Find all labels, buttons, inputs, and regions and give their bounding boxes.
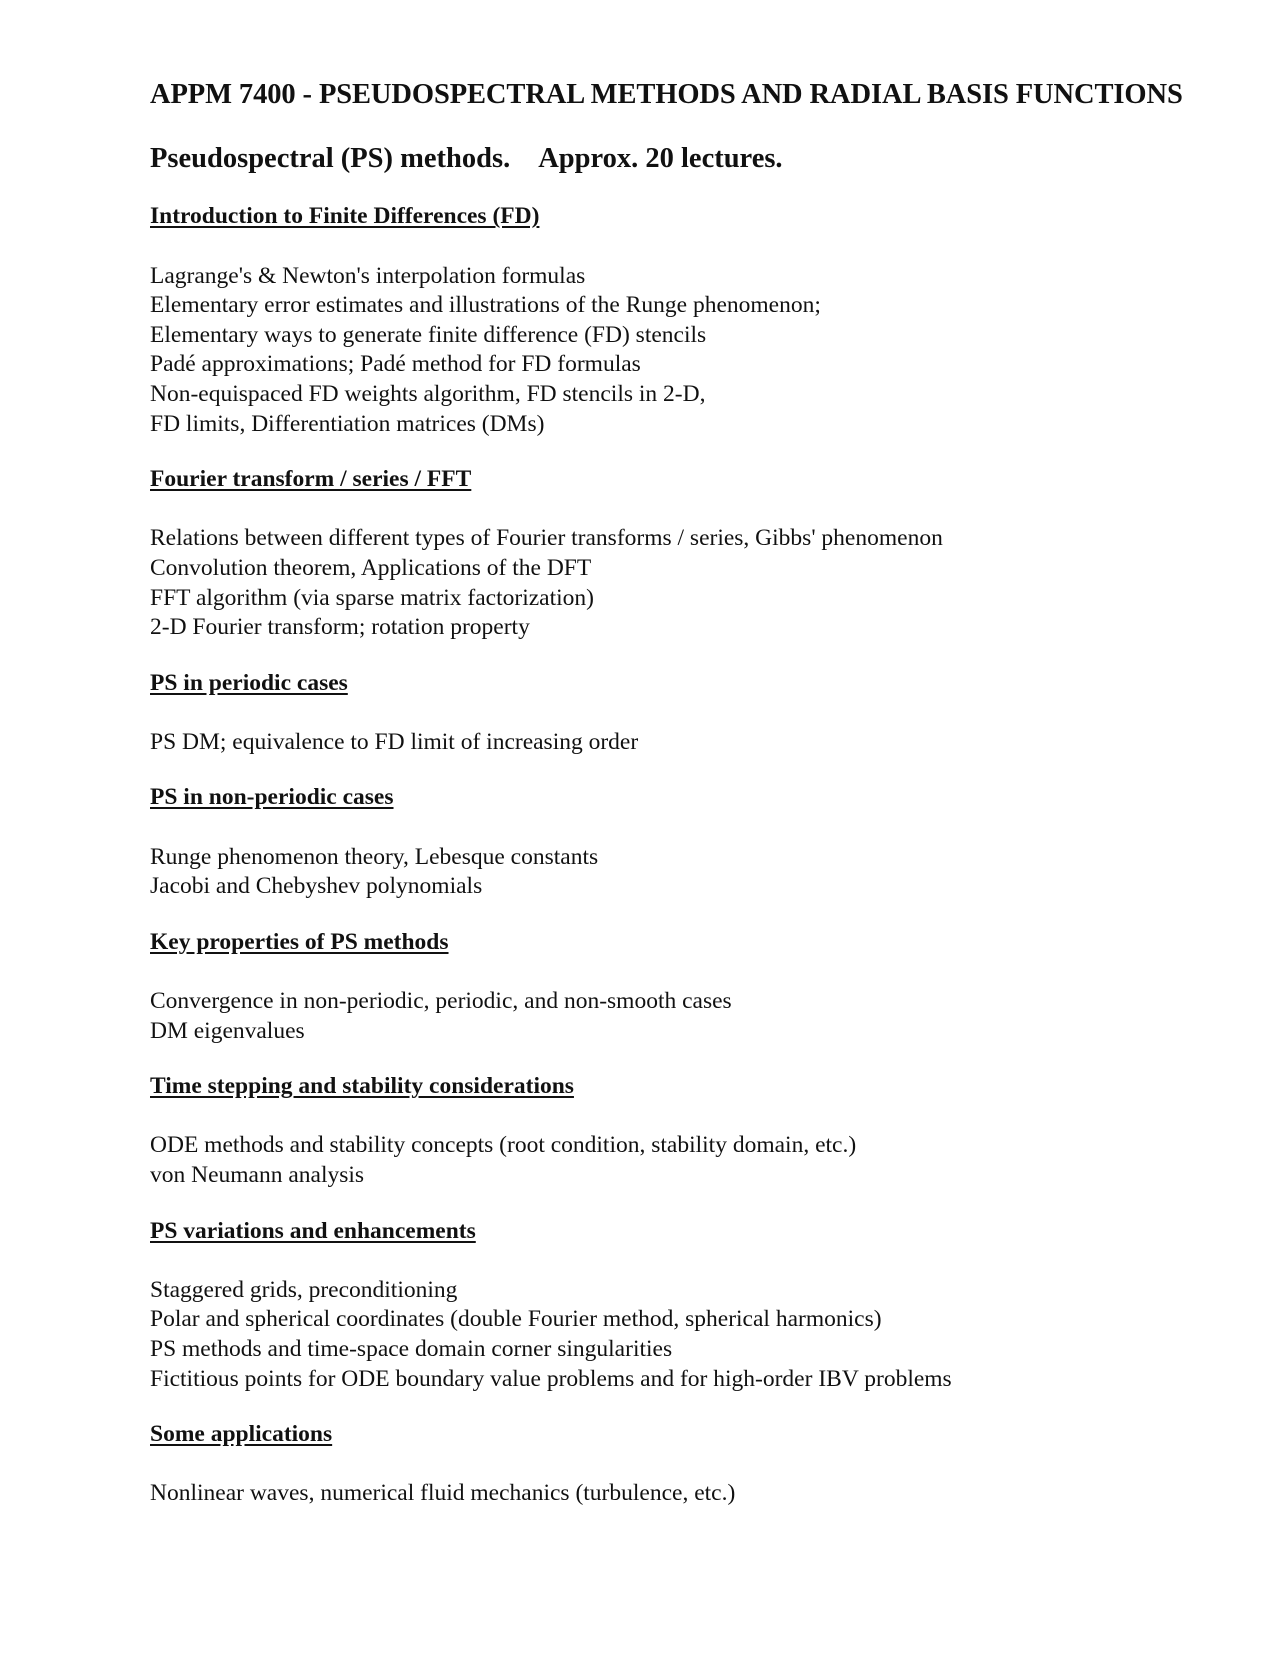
section-heading: Introduction to Finite Differences (FD) [150,203,540,230]
section-heading: PS variations and enhancements [150,1217,476,1244]
section-item-list [150,843,1260,902]
section-heading: Key properties of PS methods [150,928,449,955]
section-item: 2-D Fourier transform; rotation property [150,614,530,641]
course-section [150,1420,1260,1509]
course-section [150,928,1260,1046]
section-item: Runge phenomenon theory, Lebesque constants [150,843,599,870]
section-item: von Neumann analysis [150,1162,365,1188]
section-heading: Time stepping and stability considerations [150,1073,574,1100]
section-item: Relations between different types of Fourier transforms / series, Gibbs' phenomenon [150,525,943,552]
section-heading: PS in non-periodic cases [150,784,394,811]
section-item: Non-equispaced FD weights algorithm, FD stencils in 2-D, [150,380,706,407]
section-item: Polar and spherical coordinates (double Fourier method, spherical harmonics) [150,1306,882,1333]
subtitle-topic: Pseudospectral (PS) methods. [150,143,511,175]
course-section [150,1217,1260,1395]
section-heading: Some applications [150,1421,333,1448]
section-item-list [150,1479,1260,1509]
course-section [150,669,1260,758]
document-title: APPM 7400 - PSEUDOSPECTRAL METHODS AND RADIAL BASIS FUNCTIONS [150,79,1183,110]
section-heading: PS in periodic cases [150,669,348,696]
section-item: Elementary error estimates and illustrations of the Runge phenomenon; [150,292,821,319]
section-item: Elementary ways to generate finite difference (FD) stencils [150,321,707,348]
section-item-list [150,987,1260,1046]
section-item-list [150,524,1260,642]
section-item: PS DM; equivalence to FD limit of increasing order [150,728,639,755]
document-page [150,78,1260,1509]
section-item: Convolution theorem, Applications of the DFT [150,554,592,581]
section-item: Staggered grids, preconditioning [150,1276,458,1303]
subtitle-duration: Approx. 20 lectures. [538,143,783,175]
section-item: FFT algorithm (via sparse matrix factorization) [150,584,594,611]
section-item: ODE methods and stability concepts (root condition, stability domain, etc.) [150,1132,857,1159]
section-item: FD limits, Differentiation matrices (DMs) [150,410,545,437]
section-item-list [150,728,1260,758]
section-item: Fictitious points for ODE boundary value problems and for high-order IBV problems [150,1365,952,1392]
section-item: Jacobi and Chebyshev polynomials [150,873,483,900]
course-section [150,465,1260,643]
course-section [150,1072,1260,1190]
section-item: Padé approximations; Padé method for FD formulas [150,351,641,378]
section-item: DM eigenvalues [150,1017,305,1044]
section-item-list [150,1276,1260,1394]
section-item: Convergence in non-periodic, periodic, and non-smooth cases [150,988,732,1015]
section-item: PS methods and time-space domain corner singularities [150,1335,673,1362]
section-item-list [150,262,1260,440]
course-section [150,783,1260,901]
document-subtitle [150,142,1260,176]
sections-container [150,202,1260,1509]
course-section [150,202,1260,439]
section-item: Lagrange's & Newton's interpolation formulas [150,262,586,289]
section-item-list [150,1131,1260,1190]
section-heading: Fourier transform / series / FFT [150,466,472,493]
section-item: Nonlinear waves, numerical fluid mechanics (turbulence, etc.) [150,1480,736,1507]
